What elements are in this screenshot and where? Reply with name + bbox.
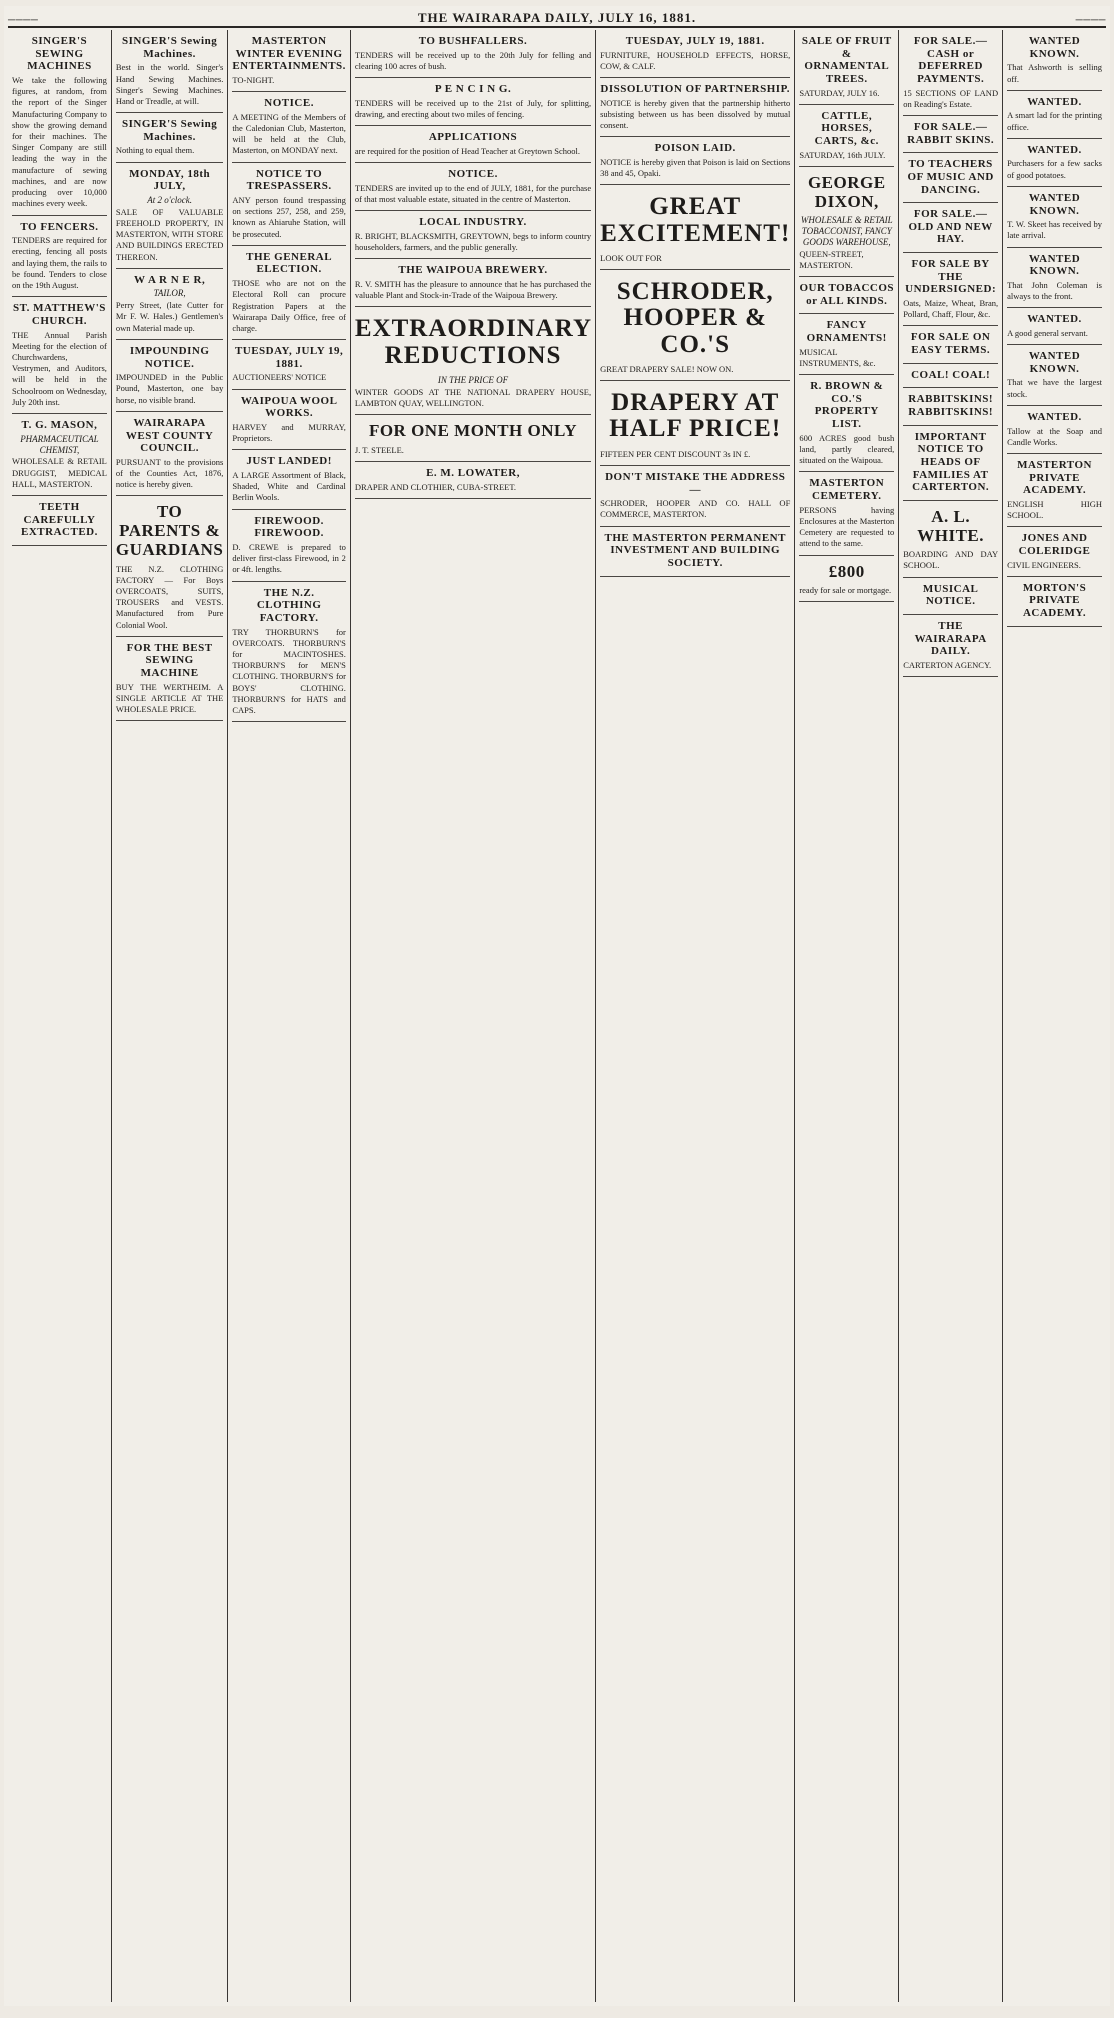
advert-body: THE Annual Parish Meeting for the election of Churchwardens, Vestrymen, and Auditors, will be held in the Schoolroom on Wednesday, July 20th inst. — [12, 329, 107, 407]
advert-body: PURSUANT to the provisions of the Counties Act, 1876, notice is hereby given. — [115, 456, 224, 490]
advert-block — [903, 153, 998, 203]
advert-body: 15 SECTIONS OF LAND on Reading's Estate. — [903, 87, 999, 109]
advert-heading: FOR SALE BY THE UNDERSIGNED: — [905, 258, 997, 296]
column-7 — [899, 30, 1003, 2002]
advert-body: SATURDAY, 16th JULY. — [799, 149, 886, 160]
advert-body: That Ashworth is selling off. — [1007, 62, 1102, 84]
advert-heading: NOTICE. — [448, 168, 498, 181]
advert-body: Purchasers for a few sacks of good potatoes. — [1007, 158, 1102, 180]
advert-heading: TO FENCERS. — [20, 220, 99, 233]
advert-body: SCHRODER, HOOPER AND CO. HALL OF COMMERCE, MASTERTON. — [600, 498, 791, 520]
advert-heading: MASTERTON PRIVATE ACADEMY. — [1017, 458, 1092, 497]
advert-block — [116, 30, 223, 113]
advert-heading: A. L. WHITE. — [917, 506, 985, 545]
advert-body: A LARGE Assortment of Black, Shaded, White and Cardinal Berlin Wools. — [232, 470, 346, 503]
advert-heading: DISSOLUTION OF PARTNERSHIP. — [600, 83, 791, 96]
advert-block — [1007, 406, 1102, 454]
advert-heading: COAL! COAL! — [911, 368, 991, 381]
advert-heading: £800 — [828, 561, 865, 581]
advert-block — [903, 326, 998, 363]
advert-block — [903, 426, 998, 501]
advert-body: That John Coleman is always to the front. — [1007, 279, 1102, 302]
advert-block — [600, 30, 790, 78]
advert-body: CARTERTON AGENCY. — [903, 659, 992, 670]
advert-block — [355, 211, 591, 259]
advert-body: R. V. SMITH has the pleasure to announce that he has purchased the valuable Plant and Stock-in-Trade of the Waipoua Brewery. — [354, 278, 592, 301]
advert-heading: TO TEACHERS OF MUSIC AND DANCING. — [907, 158, 994, 196]
advert-block — [1007, 308, 1102, 345]
advert-block — [232, 582, 346, 723]
advert-heading: WANTED KNOWN. — [1028, 252, 1081, 278]
advert-block — [355, 307, 591, 415]
advert-heading: SINGER'S SEWING MACHINES — [27, 35, 92, 73]
advert-heading: IMPOUNDING NOTICE. — [129, 344, 210, 370]
advert-body: PERSONS having Enclosures at the Masterton Cemetery are requested to attend to the same. — [799, 504, 895, 549]
masthead-title: THE WAIRARAPA DAILY, JULY 16, 1881. — [417, 10, 697, 25]
advert-block — [12, 414, 107, 496]
advert-subheading: IN THE PRICE OF — [437, 374, 509, 385]
column-5 — [596, 30, 795, 2002]
advert-heading: W A R N E R, — [134, 273, 206, 286]
advert-block — [1007, 454, 1102, 527]
advert-body: WINTER GOODS AT THE NATIONAL DRAPERY HOUSE, LAMBTON QUAY, WELLINGTON. — [354, 386, 592, 408]
advert-block — [903, 578, 998, 615]
advert-heading: R. BROWN & CO.'S PROPERTY LIST. — [810, 380, 884, 431]
advert-body: T. W. Skeet has received by late arrival. — [1007, 219, 1102, 241]
advert-block — [799, 167, 894, 277]
advert-block — [1007, 248, 1102, 309]
columns-container — [8, 30, 1106, 2002]
advert-block — [232, 340, 346, 390]
advert-heading: WANTED KNOWN. — [1028, 191, 1081, 217]
advert-heading: IMPORTANT NOTICE TO HEADS OF FAMILIES AT CARTERTON. — [912, 430, 990, 494]
advert-heading: FIREWOOD. FIREWOOD. — [254, 514, 324, 540]
advert-subheading: WHOLESALE & RETAIL TOBACCONIST, FANCY GOODS WAREHOUSE, — [800, 215, 893, 247]
advert-block — [12, 297, 107, 414]
advert-body: ANY person found trespassing on sections 257, 258, and 259, known as Ahiaruhe Station, will be prosecuted. — [232, 194, 346, 239]
advert-heading: THE WAIRARAPA DAILY. — [914, 619, 987, 658]
advert-body: LOOK OUT FOR — [600, 252, 662, 263]
advert-heading: LOCAL INDUSTRY. — [419, 216, 527, 229]
masthead — [8, 10, 1106, 28]
advert-heading: WAIPOUA WOOL WORKS. — [240, 394, 338, 420]
advert-block — [232, 30, 346, 92]
advert-block — [116, 340, 223, 412]
advert-heading: SINGER'S Sewing Machines. — [122, 35, 218, 60]
advert-heading: WANTED. — [1027, 143, 1082, 156]
advert-heading: DRAPERY AT HALF PRICE! — [609, 389, 782, 443]
advert-heading: P E N C I N G. — [434, 83, 512, 96]
advert-body: QUEEN-STREET, MASTERTON. — [799, 248, 864, 270]
advert-block — [116, 113, 223, 163]
advert-block — [1007, 30, 1102, 91]
advert-heading: FOR THE BEST SEWING MACHINE — [126, 641, 213, 680]
advert-heading: WANTED. — [1027, 410, 1082, 423]
advert-heading: FANCY ORNAMENTS! — [806, 319, 887, 345]
advert-body: SALE OF VALUABLE FREEHOLD PROPERTY, IN MASTERTON, WITH STORE AND BUILDINGS ERECTED THEREON. — [115, 206, 224, 262]
advert-heading: SCHRODER, HOOPER & CO.'S — [616, 278, 774, 358]
advert-block — [1007, 345, 1102, 406]
advert-heading: EXTRAORDINARY REDUCTIONS — [354, 315, 593, 369]
advert-block — [355, 163, 591, 211]
advert-body: A good general servant. — [1007, 327, 1088, 338]
advert-body: ENGLISH HIGH SCHOOL. — [1007, 498, 1102, 521]
advert-subheading: At 2 o'clock. — [147, 194, 192, 205]
advert-block — [12, 216, 107, 298]
advert-block — [903, 116, 998, 153]
advert-body: BUY THE WERTHEIM. A SINGLE ARTICLE AT THE WHOLESALE PRICE. — [115, 681, 224, 715]
advert-heading: CATTLE, HORSES, CARTS, &c. — [814, 109, 879, 148]
advert-body: J. T. STEELE. — [354, 444, 404, 455]
advert-heading: GEORGE DIXON, — [807, 172, 886, 211]
advert-heading: DON'T MISTAKE THE ADDRESS— — [605, 470, 786, 496]
advert-body: TENDERS will be received up to the 20th July for felling and clearing 100 acres of bush. — [354, 49, 592, 71]
advert-block — [600, 270, 790, 381]
advert-block — [232, 450, 346, 509]
column-1 — [8, 30, 112, 2002]
advert-body: DRAPER AND CLOTHIER, CUBA-STREET. — [354, 481, 517, 492]
column-2 — [112, 30, 228, 2002]
advert-body: TO-NIGHT. — [232, 74, 275, 85]
advert-block — [1007, 527, 1102, 577]
advert-body: That we have the largest stock. — [1007, 377, 1102, 399]
advert-heading: MONDAY, 18th JULY, — [129, 167, 211, 193]
advert-heading: MASTERTON WINTER EVENING ENTERTAINMENTS. — [232, 35, 346, 73]
advert-heading: WANTED. — [1027, 95, 1082, 108]
advert-body: A MEETING of the Members of the Caledonian Club, Masterton, will be held at the Club, Masterton, on MONDAY next. — [232, 111, 346, 156]
advert-block — [799, 105, 894, 167]
advert-body: CIVIL ENGINEERS. — [1007, 559, 1081, 570]
advert-body: MUSICAL INSTRUMENTS, &c. — [799, 346, 876, 368]
advert-body: BOARDING AND DAY SCHOOL. — [903, 549, 999, 571]
advert-body: A smart lad for the printing office. — [1007, 110, 1102, 132]
advert-block — [903, 364, 998, 389]
advert-heading: GREAT EXCITEMENT! — [600, 193, 791, 247]
advert-block — [355, 30, 591, 78]
advert-block — [1007, 139, 1102, 187]
advert-body: 600 ACRES good bush land, partly cleared, situated on the Waipoua. — [799, 432, 895, 466]
advert-block — [116, 412, 223, 497]
advert-heading: TUESDAY, JULY 19, 1881. — [234, 345, 344, 370]
advert-heading: JUST LANDED! — [246, 455, 332, 468]
advert-body: NOTICE is hereby given that Poison is laid on Sections 38 and 45, Opaki. — [600, 157, 791, 179]
advert-block — [600, 466, 790, 527]
advert-block — [600, 78, 790, 137]
advert-heading: NOTICE. — [264, 97, 314, 110]
advert-heading: WANTED KNOWN. — [1028, 350, 1081, 375]
advert-heading: THE N.Z. CLOTHING FACTORY. — [256, 586, 322, 624]
advert-body: FURNITURE, HOUSEHOLD EFFECTS, HORSE, COW, & CALF. — [600, 49, 791, 71]
advert-body: ready for sale or mortgage. — [799, 585, 892, 596]
advert-heading: TO PARENTS & GUARDIANS — [115, 502, 224, 559]
advert-block — [600, 527, 790, 577]
advert-body: Tallow at the Soap and Candle Works. — [1007, 425, 1102, 447]
advert-block — [232, 163, 346, 246]
advert-block — [799, 556, 894, 603]
advert-body: THE N.Z. CLOTHING FACTORY — For Boys OVERCOATS, SUITS, TROUSERS and VESTS. Manufactured from Pure Colonial Wool. — [115, 563, 224, 630]
advert-block — [116, 269, 223, 340]
advert-subheading: TAILOR, — [153, 288, 186, 299]
advert-block — [355, 126, 591, 163]
advert-heading: WANTED KNOWN. — [1028, 35, 1081, 60]
advert-heading: TO BUSHFALLERS. — [418, 35, 528, 47]
advert-body: AUCTIONEERS' NOTICE — [232, 372, 327, 383]
advert-heading: TUESDAY, JULY 19, 1881. — [625, 35, 765, 47]
advert-block — [903, 615, 998, 677]
advert-heading: APPLICATIONS — [428, 131, 518, 144]
advert-heading: FOR ONE MONTH ONLY — [368, 420, 578, 440]
advert-body: HARVEY and MURRAY, Proprietors. — [232, 421, 346, 444]
advert-heading: RABBITSKINS! RABBITSKINS! — [908, 393, 994, 419]
advert-block — [1007, 187, 1102, 248]
advert-body: are required for the position of Head Teacher at Greytown School. — [354, 145, 581, 156]
advert-body: Nothing to equal them. — [115, 145, 195, 156]
advert-block — [116, 163, 223, 269]
advert-body: GREAT DRAPERY SALE! NOW ON. — [600, 363, 734, 374]
advert-subheading: PHARMACEUTICAL CHEMIST, — [20, 433, 99, 455]
column-4 — [351, 30, 596, 2002]
advert-body: D. CREWE is prepared to deliver first-class Firewood, in 2 or 4ft. lengths. — [232, 541, 346, 575]
advert-block — [12, 30, 107, 216]
advert-heading: E. M. LOWATER, — [426, 466, 520, 479]
advert-block — [232, 246, 346, 340]
advert-body: Oats, Maize, Wheat, Bran, Pollard, Chaff, Flour, &c. — [903, 298, 999, 320]
advert-body: Perry Street, (late Cutter for Mr F. W. Hales.) Gentlemen's own Material made up. — [115, 300, 224, 333]
advert-body: We take the following figures, at random, from the report of the Singer Manufacturing Company to show the growing demand for their machines. The Singer Company are still leading the way in the manufacture of sewing machines, and are now producing over 10,000 machines every week. — [12, 74, 107, 209]
advert-block — [799, 314, 894, 375]
advert-heading: THE GENERAL ELECTION. — [246, 250, 333, 276]
advert-heading: MUSICAL NOTICE. — [922, 582, 979, 608]
column-3 — [228, 30, 351, 2002]
advert-block — [232, 92, 346, 163]
advert-body: R. BRIGHT, BLACKSMITH, GREYTOWN, begs to inform country householders, farmers, and the public generally. — [354, 230, 592, 252]
advert-block — [116, 496, 223, 636]
advert-block — [799, 375, 894, 472]
advert-block — [232, 510, 346, 582]
column-8 — [1003, 30, 1106, 2002]
advert-block — [12, 496, 107, 546]
advert-heading: WANTED. — [1027, 313, 1082, 326]
column-6 — [795, 30, 899, 2002]
advert-block — [799, 30, 894, 105]
advert-body: THOSE who are not on the Electoral Roll can procure Registration Papers at the Wairarapa Daily Office, free of charge. — [232, 278, 346, 333]
advert-body: TENDERS are invited up to the end of JULY, 1881, for the purchase of that most valuable estate, situated in the centre of Masterton. — [354, 182, 592, 204]
advert-heading: THE MASTERTON PERMANENT INVESTMENT AND BUILDING SOCIETY. — [604, 531, 786, 569]
advert-heading: JONES AND COLERIDGE — [1018, 532, 1091, 557]
advert-block — [355, 462, 591, 499]
advert-body: WHOLESALE & RETAIL DRUGGIST, MEDICAL HALL, MASTERTON. — [12, 456, 107, 489]
advert-block — [116, 637, 223, 722]
advert-heading: ST. MATTHEW'S CHURCH. — [13, 302, 106, 327]
advert-heading: FOR SALE ON EASY TERMS. — [910, 331, 991, 357]
advert-block — [903, 501, 998, 578]
masthead-right-rule: ──── — [1075, 15, 1106, 26]
advert-heading: POISON LAID. — [654, 142, 736, 155]
advert-block — [903, 203, 998, 253]
advert-block — [799, 277, 894, 314]
advert-block — [355, 78, 591, 126]
advert-block — [600, 185, 790, 270]
advert-body: SATURDAY, JULY 16. — [799, 87, 880, 98]
advert-heading: FOR SALE.—CASH or DEFERRED PAYMENTS. — [913, 35, 988, 85]
advert-heading: FOR SALE.—OLD AND NEW HAY. — [908, 208, 993, 246]
advert-block — [1007, 577, 1102, 627]
advert-block — [232, 390, 346, 451]
advert-block — [903, 30, 998, 116]
advert-heading: WAIRARAPA WEST COUNTY COUNCIL. — [125, 416, 214, 455]
advert-heading: SINGER'S Sewing Machines. — [122, 118, 218, 143]
advert-block — [355, 415, 591, 462]
advert-heading: NOTICE TO TRESPASSERS. — [246, 167, 332, 193]
advert-body: NOTICE is hereby given that the partnership hitherto subsisting between us has been dissolved by mutual consent. — [600, 97, 791, 131]
advert-body: TENDERS will be received up to the 21st of July, for splitting, drawing, and erecting about two miles of fencing. — [354, 97, 592, 119]
advert-heading: T. G. MASON, — [21, 419, 98, 432]
advert-heading: MASTERTON CEMETERY. — [809, 477, 885, 502]
advert-heading: MORTON'S PRIVATE ACADEMY. — [1022, 581, 1087, 620]
advert-body: Best in the world. Singer's Hand Sewing Machines. Singer's Sewing Machines. Hand or Treadle, at will. — [115, 62, 224, 106]
advert-block — [903, 253, 998, 326]
advert-block — [600, 137, 790, 185]
newspaper-page — [4, 6, 1110, 2006]
advert-heading: OUR TOBACCOS or ALL KINDS. — [799, 282, 895, 307]
advert-body: FIFTEEN PER CENT DISCOUNT 3s IN £. — [600, 448, 751, 459]
advert-block — [799, 472, 894, 555]
advert-heading: TEETH CAREFULLY EXTRACTED. — [21, 500, 98, 539]
advert-block — [903, 388, 998, 425]
advert-block — [355, 259, 591, 307]
advert-body: TENDERS are required for erecting, fencing all posts and laying them, the rails to be found. Tenders to close on the 19th August. — [12, 235, 107, 291]
masthead-left-rule: ──── — [8, 15, 39, 26]
advert-block — [1007, 91, 1102, 139]
advert-body: IMPOUNDED in the Public Pound, Masterton, one bay horse, no visible brand. — [115, 372, 224, 405]
advert-heading: FOR SALE.—RABBIT SKINS. — [907, 121, 995, 146]
advert-block — [600, 381, 790, 466]
advert-heading: SALE OF FRUIT & ORNAMENTAL TREES. — [801, 35, 892, 85]
advert-body: TRY THORBURN'S for OVERCOATS. THORBURN'S for MACINTOSHES. THORBURN'S for MEN'S CLOTHING. THORBURN'S for BOYS' CLOTHING. THORBURN'S for HATS and CAPS. — [232, 626, 346, 716]
advert-heading: THE WAIPOUA BREWERY. — [398, 264, 548, 277]
